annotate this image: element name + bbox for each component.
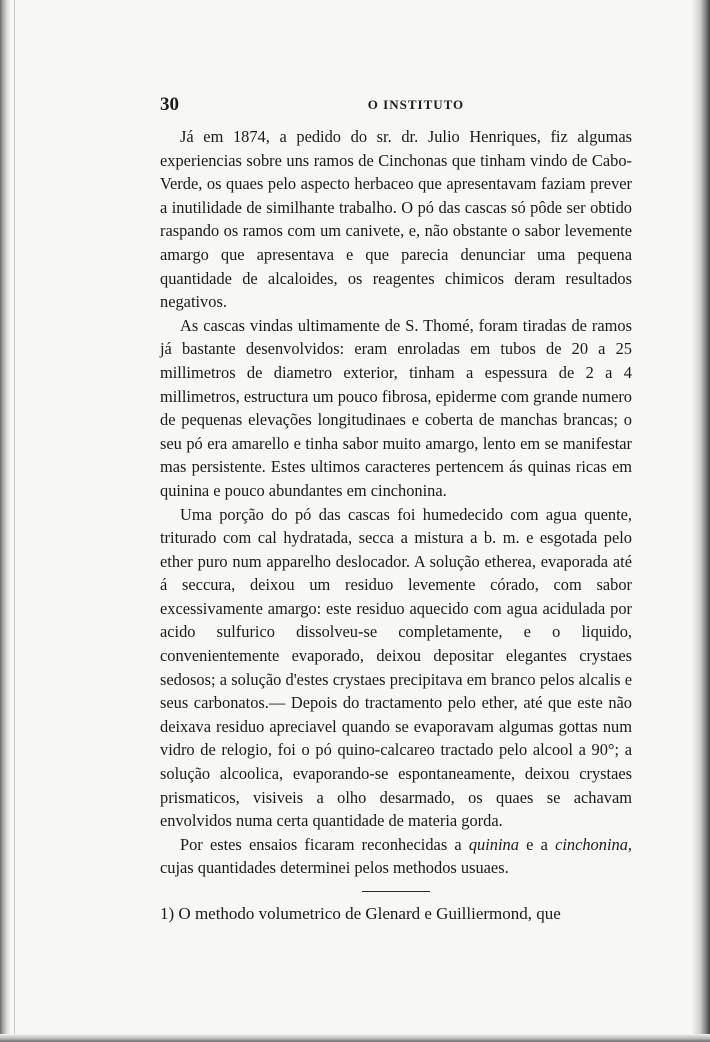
body-text bbox=[160, 125, 632, 926]
page-bottom-shadow bbox=[0, 1034, 710, 1042]
page-right-shadow bbox=[692, 0, 710, 1042]
term-cinchonina: cinchonina, bbox=[555, 834, 632, 854]
footnote-separator bbox=[362, 891, 430, 892]
paragraph-4 bbox=[160, 833, 632, 880]
paragraph-4-text-c: cujas quantidades determinei pelos methodos usuaes. bbox=[160, 858, 509, 878]
paragraph-1 bbox=[160, 125, 632, 314]
paragraph-1-text: Já em 1874, a pedido do sr. dr. Julio Henriques, fiz algumas experiencias sobre uns ramos de Cinchonas que tinham vindo de Cabo-Verde, os quaes pelo aspecto herbaceo que apresentavam faziam prever a inutilidade de similhante trabalho. O pó das cascas só pôde ser obtido raspando os ramos com um canivete, e, não obstante o sabor levemente amargo que apresentava e que parecia denunciar uma pequena quantidade de alcaloides, os reagentes chimicos deram resultados negativos. bbox=[160, 127, 632, 312]
page-gutter-line bbox=[14, 0, 15, 1042]
paragraph-2 bbox=[160, 314, 632, 503]
page-header bbox=[160, 94, 632, 116]
footnote: 1) O methodo volumetrico de Glenard e Guilliermond, que bbox=[160, 904, 561, 923]
running-title: O INSTITUTO bbox=[367, 97, 465, 112]
paragraph-3-text: Uma porção do pó das cascas foi humedecido com agua quente, triturado com cal hydratada, secca a mistura a b. m. e esgotada pelo ether puro num apparelho deslocador. A solução etherea, evaporada até á seccura, deixou um residuo levemente córado, com sabor excessivamente amargo: este residuo aquecido com agua acidulada por acido sulfurico dissolveu-se completamente, e o liquido, convenientemente evaporado, deixou depositar elegantes crystaes sedosos; a solução d'estes crystaes precipitava em branco pelos alcalis e seus carbonatos.— Depois do tractamento pelo ether, até que este não deixava residuo apreciavel quando se evaporavam algumas gottas num vidro de relogio, foi o pó quino-calcareo tractado pelo alcool a 90°; a solução alcoolica, evaporando-se espontaneamente, deixou crystaes prismaticos, visiveis a olho desarmado, os quaes se achavam envolvidos numa certa quantidade de materia gorda. bbox=[160, 504, 632, 831]
paragraph-2-text: As cascas vindas ultimamente de S. Thomé, foram tiradas de ramos já bastante desenvolvidos: eram enroladas em tubos de 20 a 25 millimetros de diametro exterior, tinham a espessura de 2 a 4 millimetros, estructura um pouco fibrosa, epiderme com grande numero de pequenas elevações longitudinaes e coberta de manchas brancas; o seu pó era amarello e tinha sabor muito amargo, lento em se manifestar mas persistente. Estes ultimos caracteres pertencem ás quinas ricas em quinina e pouco abundantes em cinchonina. bbox=[160, 315, 632, 500]
term-quinina: quinina bbox=[468, 834, 519, 854]
paragraph-3 bbox=[160, 503, 632, 833]
page-number: 30 bbox=[160, 94, 179, 115]
page-left-shadow bbox=[0, 0, 10, 1042]
paragraph-4-text-a: Por estes ensaios ficaram reconhecidas a bbox=[180, 834, 469, 854]
paragraph-4-text-b: e a bbox=[518, 834, 556, 854]
